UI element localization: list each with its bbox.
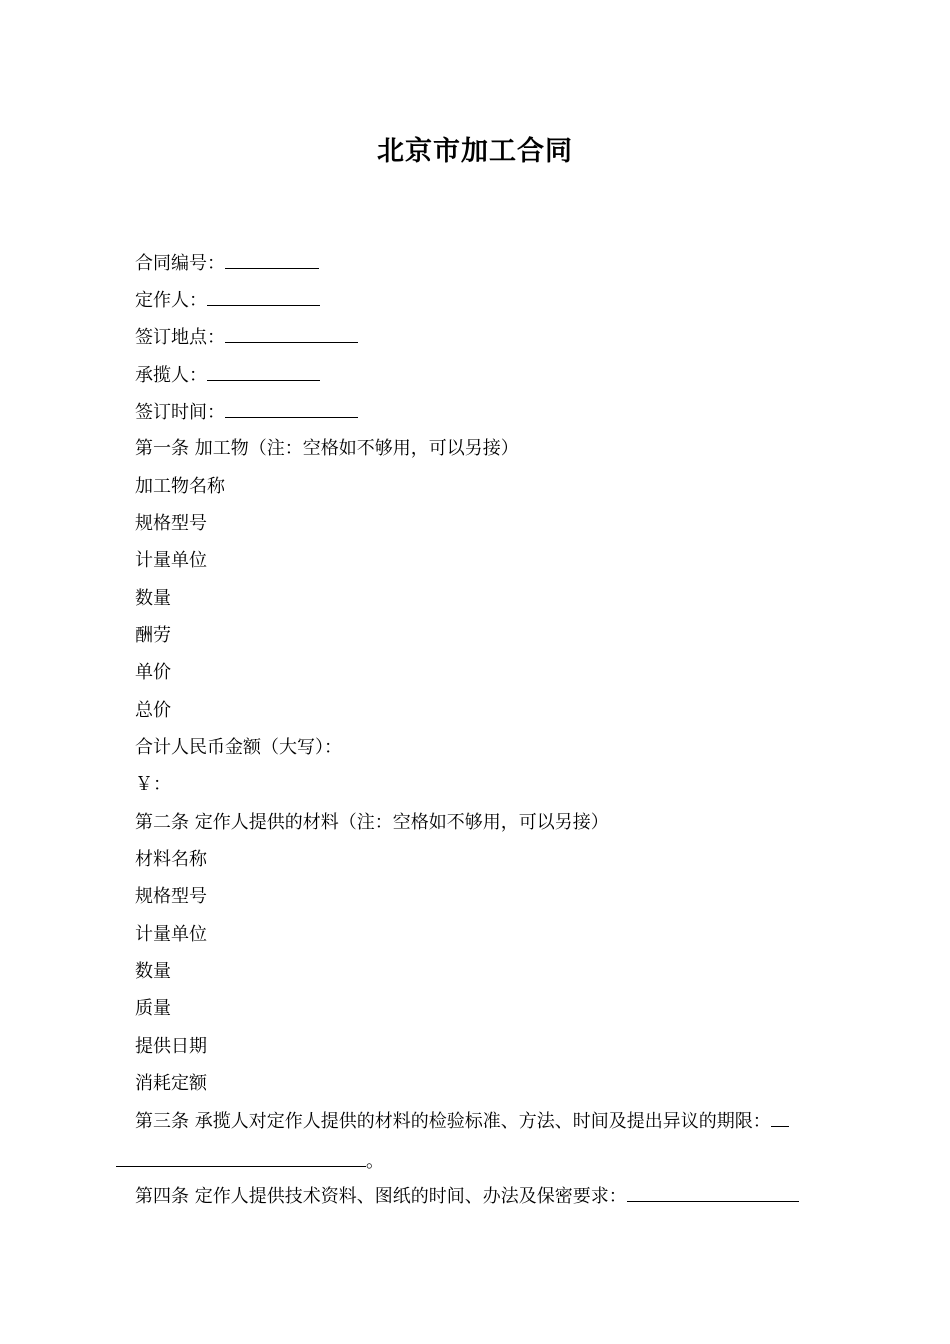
article1-item: 加工物名称 bbox=[135, 476, 225, 497]
signing-place-blank bbox=[225, 324, 358, 343]
signing-time-blank bbox=[225, 399, 358, 418]
article4-blank bbox=[627, 1183, 799, 1202]
article1-item: 计量单位 bbox=[135, 550, 207, 571]
ordering-party-blank bbox=[207, 287, 320, 306]
article1-item: 酬劳 bbox=[135, 625, 171, 646]
article1-item: 数量 bbox=[135, 588, 171, 609]
article3-blank bbox=[771, 1108, 789, 1127]
article3-continuation bbox=[116, 1148, 384, 1175]
yen-label: ￥： bbox=[135, 774, 171, 795]
article2-item: 消耗定额 bbox=[135, 1073, 207, 1094]
article4-paragraph bbox=[135, 1183, 799, 1210]
article2-item: 质量 bbox=[135, 998, 171, 1019]
article3-blank-continued bbox=[116, 1148, 366, 1167]
field-label: 签订地点： bbox=[135, 327, 225, 348]
article1-item: 总价 bbox=[135, 700, 171, 721]
article3-paragraph bbox=[135, 1108, 789, 1135]
article1-item: 规格型号 bbox=[135, 513, 207, 534]
article2-heading: 第二条 定作人提供的材料（注：空格如不够用，可以另接） bbox=[135, 812, 609, 833]
field-contract-number bbox=[135, 250, 319, 277]
field-ordering-party bbox=[135, 287, 320, 314]
field-label: 合同编号： bbox=[135, 253, 225, 274]
article2-item: 计量单位 bbox=[135, 924, 207, 945]
total-rmb-label: 合计人民币金额（大写）： bbox=[135, 737, 342, 758]
article2-item: 规格型号 bbox=[135, 886, 207, 907]
article2-item: 数量 bbox=[135, 961, 171, 982]
article1-item: 单价 bbox=[135, 662, 171, 683]
article1-heading: 第一条 加工物（注：空格如不够用，可以另接） bbox=[135, 438, 519, 459]
contractor-blank bbox=[207, 362, 320, 381]
field-label: 签订时间： bbox=[135, 402, 225, 423]
field-contractor bbox=[135, 362, 320, 389]
article2-item: 提供日期 bbox=[135, 1036, 207, 1057]
field-signing-time bbox=[135, 399, 358, 426]
article2-item: 材料名称 bbox=[135, 849, 207, 870]
field-label: 定作人： bbox=[135, 290, 207, 311]
article3-text: 第三条 承揽人对定作人提供的材料的检验标准、方法、时间及提出异议的期限： bbox=[135, 1111, 771, 1132]
field-signing-place bbox=[135, 324, 358, 351]
contract-number-blank bbox=[225, 250, 319, 269]
field-label: 承揽人： bbox=[135, 365, 207, 386]
article4-text: 第四条 定作人提供技术资料、图纸的时间、办法及保密要求： bbox=[135, 1186, 627, 1207]
article3-period: 。 bbox=[366, 1151, 384, 1172]
page-title: 北京市加工合同 bbox=[377, 136, 573, 167]
